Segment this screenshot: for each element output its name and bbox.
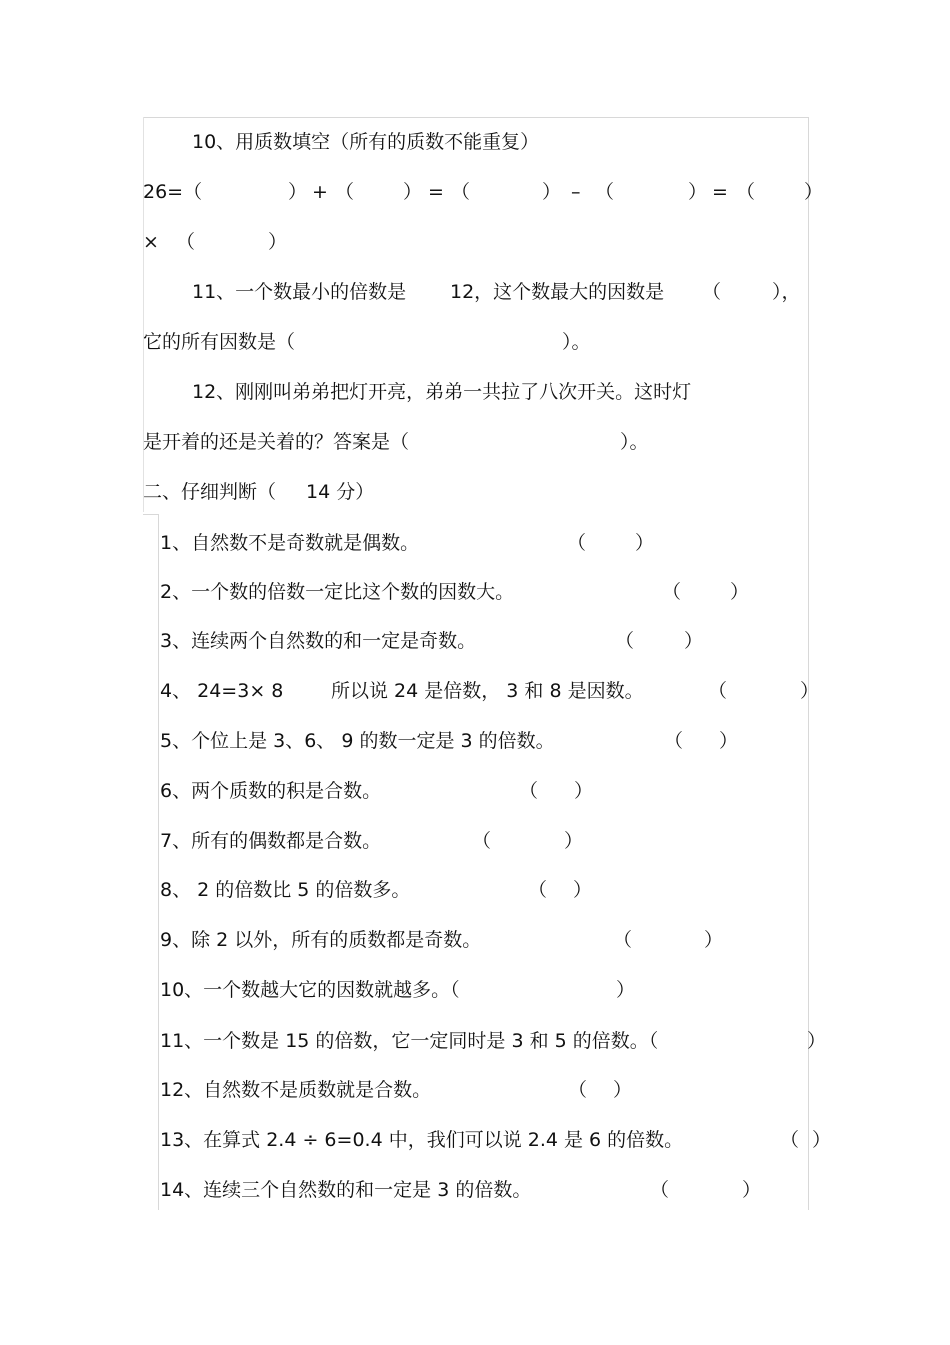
judge-14-open: （ bbox=[650, 1179, 670, 1201]
judge-4-text: 4、 24=3× 8 bbox=[160, 680, 284, 702]
judge-14-close: ） bbox=[742, 1179, 762, 1201]
judge-11-close: ） bbox=[807, 1030, 827, 1052]
q11-line2a: 它的所有因数是（ bbox=[143, 331, 296, 353]
judge-8-text: 8、 2 的倍数比 5 的倍数多。 bbox=[160, 879, 411, 901]
judge-8-open: （ bbox=[528, 879, 548, 901]
judge-1-close: ） bbox=[635, 532, 655, 554]
judge-3-text: 3、连续两个自然数的和一定是奇数。 bbox=[160, 630, 477, 652]
judge-12-text: 12、自然数不是质数就是合数。 bbox=[160, 1079, 432, 1101]
frame-top-border bbox=[143, 117, 809, 118]
section2-points: 14 分） bbox=[306, 481, 375, 503]
q11-blank-open: （ bbox=[702, 281, 722, 303]
judge-1-open: （ bbox=[567, 532, 587, 554]
judge-11-text: 11、一个数是 15 的倍数，它一定同时是 3 和 5 的倍数。（ bbox=[160, 1030, 659, 1052]
judge-1-text: 1、自然数不是奇数就是偶数。 bbox=[160, 532, 420, 554]
list-left-border bbox=[158, 514, 159, 1210]
q10-blank2-open: （ bbox=[335, 181, 355, 203]
q12-line2a: 是开着的还是关着的？答案是（ bbox=[143, 431, 410, 453]
q10-blank6-close: ） bbox=[268, 231, 288, 253]
section2-heading: 二、仔细判断（ bbox=[143, 481, 277, 503]
judge-9-text: 9、除 2 以外，所有的质数都是奇数。 bbox=[160, 929, 482, 951]
judge-13-text: 13、在算式 2.4 ÷ 6=0.4 中，我们可以说 2.4 是 6 的倍数。 bbox=[160, 1129, 684, 1151]
q10-times: × bbox=[143, 231, 159, 253]
q10-minus: – bbox=[571, 181, 581, 203]
q10-eq-start: 26=（ bbox=[143, 181, 203, 203]
judge-14-text: 14、连续三个自然数的和一定是 3 的倍数。 bbox=[160, 1179, 532, 1201]
q10-plus: + bbox=[312, 181, 328, 203]
judge-4-close: ） bbox=[800, 680, 820, 702]
judge-9-close: ） bbox=[704, 929, 724, 951]
q11-line1b: 12，这个数最大的因数是 bbox=[450, 281, 665, 303]
q11-line1a: 11、一个数最小的倍数是 bbox=[192, 281, 407, 303]
q11-line2b: ）。 bbox=[562, 331, 591, 353]
judge-13-close: ） bbox=[812, 1129, 832, 1151]
judge-3-open: （ bbox=[615, 630, 635, 652]
judge-7-text: 7、所有的偶数都是合数。 bbox=[160, 830, 382, 852]
q10-blank3-close: ） bbox=[542, 181, 562, 203]
q10-equals1: = bbox=[428, 181, 444, 203]
judge-6-open: （ bbox=[519, 780, 539, 802]
q12-line2b: ）。 bbox=[620, 431, 649, 453]
q10-blank4-open: （ bbox=[595, 181, 615, 203]
q10-blank3-open: （ bbox=[451, 181, 471, 203]
judge-5-close: ） bbox=[719, 730, 739, 752]
judge-6-close: ） bbox=[574, 780, 594, 802]
judge-10-close: ） bbox=[616, 979, 636, 1001]
q10-blank1-close: ） bbox=[288, 181, 308, 203]
q12-line1: 12、刚刚叫弟弟把灯开亮，弟弟一共拉了八次开关。这时灯 bbox=[192, 381, 692, 403]
q10-blank4-close: ） bbox=[688, 181, 708, 203]
q10-blank6-open: （ bbox=[176, 231, 196, 253]
judge-2-close: ） bbox=[730, 581, 750, 603]
judge-5-open: （ bbox=[664, 730, 684, 752]
judge-7-open: （ bbox=[472, 830, 492, 852]
q10-title: 10、用质数填空（所有的质数不能重复） bbox=[192, 131, 540, 153]
judge-7-close: ） bbox=[564, 830, 584, 852]
judge-3-close: ） bbox=[684, 630, 704, 652]
q10-blank2-close: ） bbox=[403, 181, 423, 203]
judge-6-text: 6、两个质数的积是合数。 bbox=[160, 780, 382, 802]
judge-4-text-b: 所以说 24 是倍数， 3 和 8 是因数。 bbox=[331, 680, 644, 702]
judge-12-close: ） bbox=[613, 1079, 633, 1101]
judge-9-open: （ bbox=[613, 929, 633, 951]
judge-2-text: 2、一个数的倍数一定比这个数的因数大。 bbox=[160, 581, 515, 603]
judge-5-text: 5、个位上是 3、6、 9 的数一定是 3 的倍数。 bbox=[160, 730, 555, 752]
judge-4-open: （ bbox=[708, 680, 728, 702]
judge-12-open: （ bbox=[568, 1079, 588, 1101]
q11-blank-close: ）， bbox=[772, 281, 801, 303]
judge-8-close: ） bbox=[573, 879, 593, 901]
judge-13-open: （ bbox=[780, 1129, 800, 1151]
q10-blank5-open: （ bbox=[736, 181, 756, 203]
q10-equals2: = bbox=[712, 181, 728, 203]
judge-2-open: （ bbox=[662, 581, 682, 603]
q10-blank5-close: ） bbox=[804, 181, 824, 203]
list-top-tick bbox=[143, 514, 159, 515]
judge-10-text: 10、一个数越大它的因数就越多。（ bbox=[160, 979, 460, 1001]
